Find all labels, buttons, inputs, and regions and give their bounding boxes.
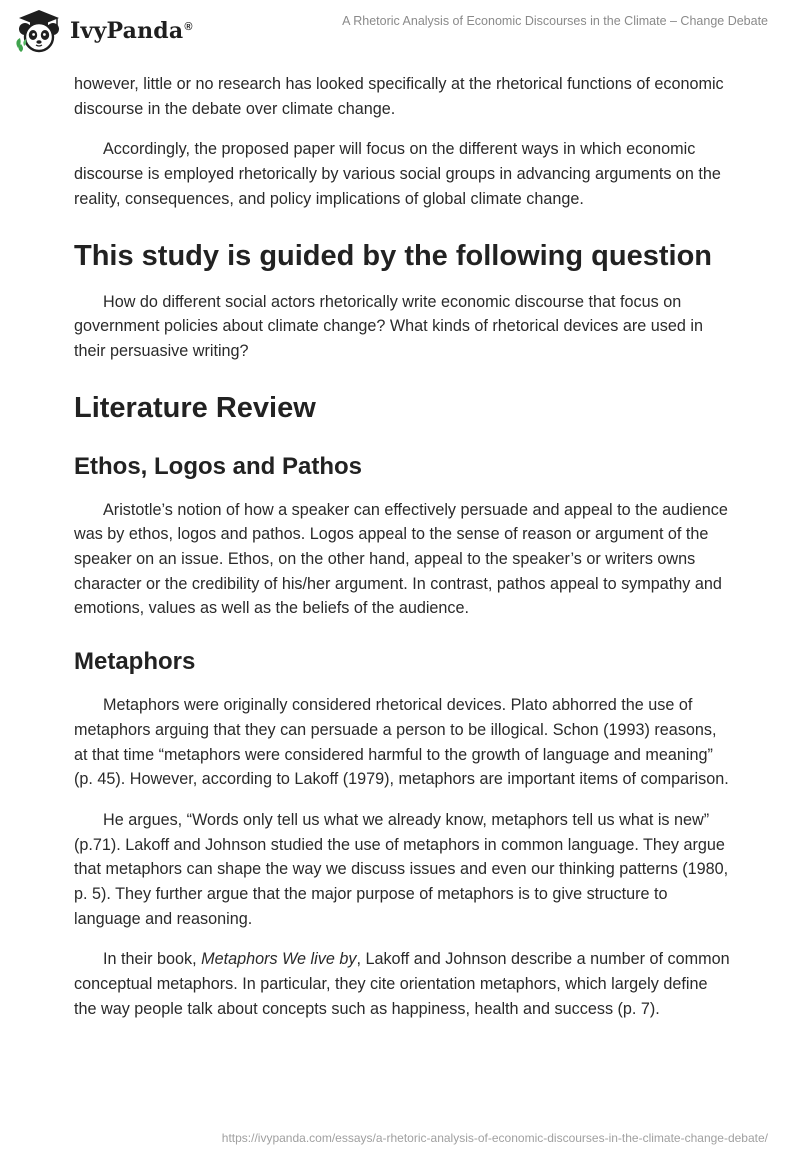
paragraph: however, little or no research has looked specifically at the rhetorical functions of economic discourse in the debate over climate change.	[74, 75, 724, 118]
paragraph: Aristotle’s notion of how a speaker can effectively persuade and appeal to the audience was by ethos, logos and pathos. Logos appeal to the sense of reason or argument of the speaker on an issue. Ethos, on the other hand, appeal to the speaker’s or writers owns character or the credibility of his/her argument. In contrast, pathos appeal to sympathy and emotions, values as well as the beliefs of the audience.	[74, 500, 728, 618]
ivypanda-logo[interactable]	[14, 8, 193, 54]
text-run: In their book,	[103, 950, 202, 969]
document-title: A Rhetoric Analysis of Economic Discourses in the Climate – Change Debate	[342, 14, 768, 28]
logo-wordmark: IvyPanda®	[70, 18, 193, 44]
paragraph: Accordingly, the proposed paper will focus on the different ways in which economic discourse is employed rhetorically by various social groups in advancing arguments on the reality, consequences, and policy implications of global climate change.	[74, 140, 721, 208]
book-title: Metaphors We live by	[201, 950, 357, 969]
text-run: , Lakoff and Johnson describe a number of common conceptual metaphors. In particular, they cite orientation metaphors, which largely define the way people talk about concepts such as happiness, health and success (p. 7).	[74, 950, 730, 1018]
panda-logo-icon	[14, 8, 64, 54]
paragraph: Metaphors were originally considered rhetorical devices. Plato abhorred the use of metaphors arguing that they can persuade a person to be illogical. Schon (1993) reasons, at that time “metaphors were considered harmful to the growth of language and meaning” (p. 45). However, according to Lakoff (1979), metaphors are important items of comparison.	[74, 696, 729, 789]
heading-metaphors: Metaphors	[74, 648, 196, 676]
heading-ethos-logos-pathos: Ethos, Logos and Pathos	[74, 452, 363, 480]
paragraph: He argues, “Words only tell us what we already know, metaphors tell us what is new” (p.71). Lakoff and Johnson studied the use of metaphors in common language. They argue that metaphors can shape the way we discuss issues and even our thinking patterns (1980, p. 5). They further argue that the major purpose of metaphors is to give structure to language and reasoning.	[74, 810, 729, 928]
paragraph	[74, 947, 734, 1021]
essay-content	[74, 72, 734, 1022]
source-url-link[interactable]: https://ivypanda.com/essays/a-rhetoric-analysis-of-economic-discourses-in-the-climate-change-debate/	[221, 1131, 768, 1145]
heading-literature-review: Literature Review	[74, 391, 316, 424]
page-header	[0, 0, 800, 64]
heading-study-question: This study is guided by the following question	[74, 239, 712, 272]
paragraph: How do different social actors rhetorically write economic discourse that focus on government policies about climate change? What kinds of rhetorical devices are used in their persuasive writing?	[74, 292, 703, 360]
